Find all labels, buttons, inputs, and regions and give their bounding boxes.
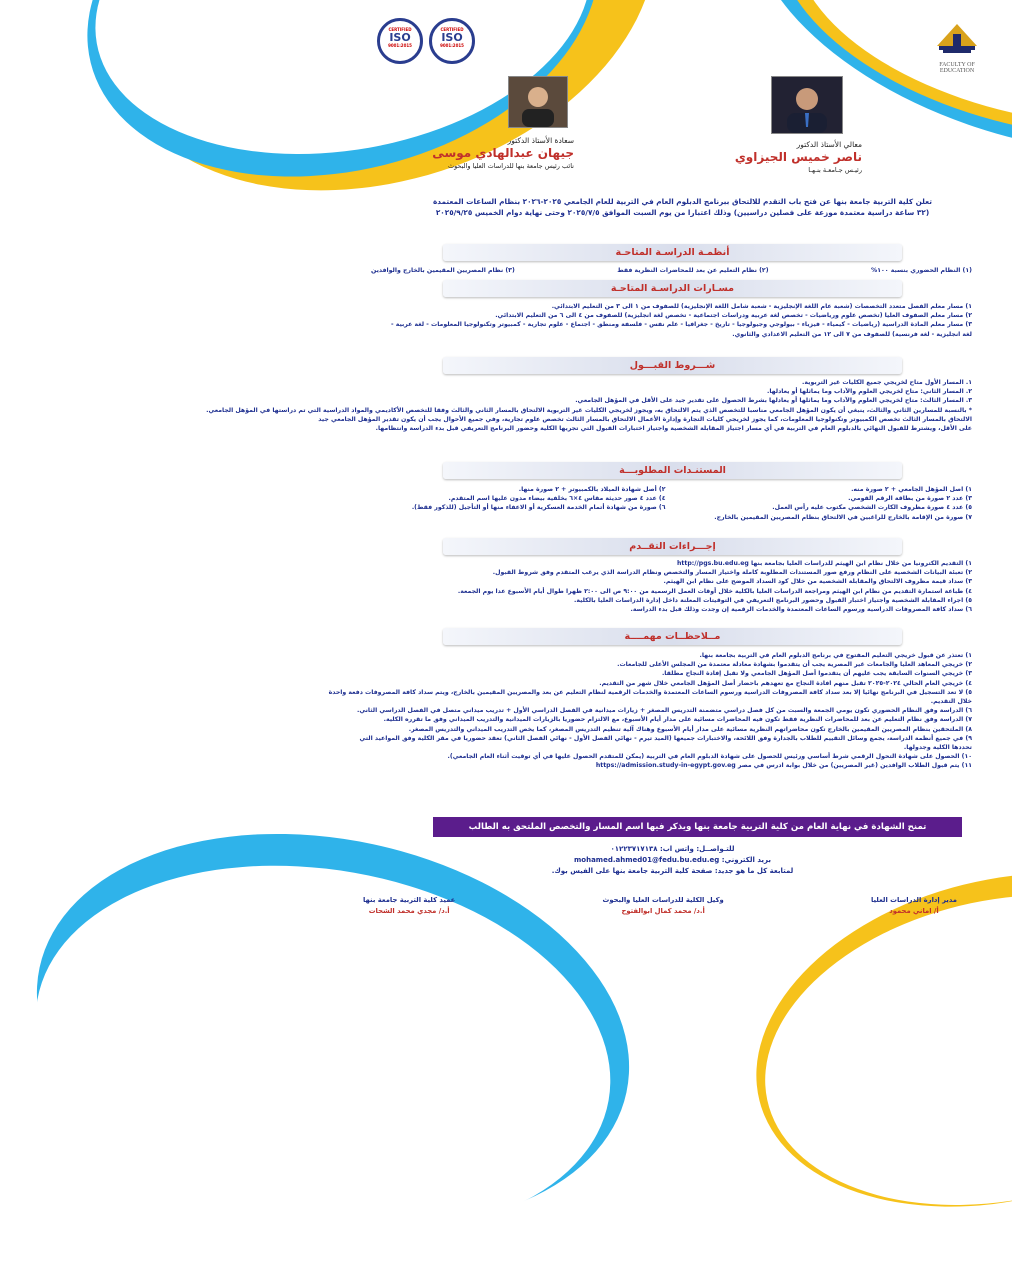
tracks-heading: مسـارات الدراسـة المتاحـة bbox=[443, 280, 902, 297]
signature-block bbox=[363, 895, 455, 917]
procedure-line: ١) التقديم الكترونيا من خلال نظام ابن الهيثم للدراسات العليا بجامعة بنها http://pgs.bu.edu.eg bbox=[677, 560, 972, 567]
iso-top-text: CERTIFIED bbox=[440, 27, 464, 32]
note-line: ٥) لا تعد التسجيل في البرنامج نهائيا إلا بعد سداد كافة المصروفات الدراسية ورسوم الساعات المعتمدة والخدمات الرقمية لنظام التعليم عن بعد والمصريين المقيمين بالخارج، ويتم سداد كافة المصروفات دفعة واحدة bbox=[328, 688, 972, 696]
dean-portrait-icon bbox=[772, 77, 842, 133]
note-line: خلال التقديم. bbox=[930, 698, 972, 706]
system-item: (٣) نظام المصريين المقيمين بالخارج والوافدين bbox=[371, 267, 515, 274]
note-line: ٩) في جميع أنظمة الدراسة، يجمع وسائل التقييم للطلاب بالجدارة وفق اللائحة، والاختبارات جميعها (الميد تيرم - نهائي الفصل الأول - نهائي الفصل الثاني) تعقد حضوريا في مقر الكلية وفق المواعيد التي bbox=[359, 734, 972, 742]
contact-email[interactable]: بريد الكتروني: mohamed.ahmed01@fedu.bu.edu.eg bbox=[574, 856, 771, 864]
faculty-emblem-icon bbox=[931, 22, 983, 58]
document-item: ٤) عدد ٤ صور حديثة مقاس ٤×٦ بخلفية بيضاء مدون عليها اسم المتقدم. bbox=[448, 495, 666, 503]
contact-block bbox=[453, 844, 892, 877]
procedure-line: ٤) طباعة استمارة التقديم من نظام ابن الهيثم ومراجعة الدراسات العليا بالكلية خلال أوقات العمل الرسمية من ٩:٠٠ ص الى ٢:٠٠ ظهرا طوال أيام الأسبوع عدا يوم الجمعة. bbox=[457, 587, 972, 595]
vice-block bbox=[432, 136, 574, 170]
document-item: ٦) صورة من شهادة أتمام الخدمة العسكرية أو الاعفاء منها أو التأجيل (للذكور فقط). bbox=[411, 504, 666, 512]
document-item: ٣) عدد ٢ صورة من بطاقة الرقم القومي. bbox=[848, 495, 972, 503]
note-line: ٧) الدراسة وفق نظام التعليم عن بعد للمحاضرات النظرية فقط تكون فيه المحاضرات مسائية على مدار أيام الأسبوع، مع الالتزام حضوريا بالزيارات الميدانية والتدريب الميداني وفق ما تقرره الكلية. bbox=[383, 716, 972, 724]
condition-line: على الأقل، ويشترط للقبول النهائي بالدبلوم العام في التربية في أي مسار اجتياز المقابلة الشخصية واجتياز اختبارات القبول التي تجريها الكلية وحضور البرنامج التعريفي قبل بدء الدراسة وانتظامها. bbox=[375, 425, 972, 433]
note-line: ٣) خريجي السنوات السابقة يجب عليهم أن يتقدموا أصل المؤهل الجامعي ولا تقبل إفادة النجاح مطلقا. bbox=[661, 670, 972, 678]
vice-role: نائب رئيس جامعة بنها للدراسات العليا والبحوث bbox=[447, 162, 574, 170]
note-line: ٢) خريجي المعاهد العليا والجامعات غير المصرية يجب أن يتقدموا بشهادة معادلة معتمدة من المجلس الأعلى للجامعات. bbox=[617, 661, 972, 669]
systems-list bbox=[371, 266, 972, 275]
procedure-line: ٢) تعبئة البيانات الشخصية على النظام ورفع صور المستندات المطلوبة كاملة واختيار المسار والتخصص ونظام الدراسة الذي يرغب المتقدم وفق شروط القبول. bbox=[492, 569, 972, 577]
vice-name: جيهان عبدالهادي موسى bbox=[432, 146, 574, 160]
note-line: ٨) الملتحقين بنظام المصريين المقيمين بالخارج تكون محاضراتهم النظرية مسائية على مدار أيام الأسبوع وهناك آلية تنظيم التدريس المصغر، كما يخص التدريب الميداني والتدريس المصغر. bbox=[408, 725, 972, 733]
document-item: ١) اصل المؤهل الجامعي + ٢ صورة منه. bbox=[851, 486, 972, 493]
announcement-line: (٣٢ ساعة دراسية معتمدة موزعة على فصلين دراسيين) وذلك اعتبارا من يوم السبت الموافق ٢٠٢٥/٧/٥ وحتى نهاية دوام الخميس ٢٠٢٥/٩/٢٥ bbox=[435, 208, 930, 217]
conditions-list bbox=[206, 378, 972, 433]
vice-title: سعادة الأستاذ الدكتور bbox=[507, 136, 574, 145]
systems-heading: أنظمـة الدراسـة المتاحـة bbox=[443, 244, 902, 261]
iso-bottom-text: 9001:2015 bbox=[440, 43, 464, 48]
vice-photo bbox=[508, 76, 568, 128]
signatures bbox=[363, 895, 957, 917]
iso-mark: ISO bbox=[441, 31, 463, 44]
faculty-logo-text: FACULTY OF EDUCATION bbox=[939, 62, 975, 74]
procedures-heading: إجـــراءات التقــدم bbox=[443, 538, 902, 555]
faculty-logo bbox=[922, 22, 992, 74]
note-line: ١٠) الحصول على شهادة التحول الرقمي شرط أساسي ورئيس للحصول على شهادة الدبلوم العام في التربية (يمكن للمتقدم الحصول عليها في أي توقيت أثناء العام الجامعي). bbox=[447, 753, 972, 761]
notes-heading: مــلاحظــات مهمــــة bbox=[443, 628, 902, 645]
vice-portrait-icon bbox=[509, 77, 567, 127]
dean-title: معالي الأستاذ الدكتور bbox=[796, 140, 862, 149]
signature-block bbox=[603, 895, 724, 917]
condition-line: الالتحاق بالمسار الثالث تخصص الكمبيوتر وتكنولوجيا المعلومات، كما يجوز لخريجي كليات التجارة وإدارة الأعمال الالتحاق بالمسار الثالث تخصص علوم تجارية، وفي جميع الأحوال يجب أن يكون تقدير المؤهل الجامعي جيد bbox=[318, 415, 972, 423]
certificate-banner: تمنح الشهادة في نهاية العام من كلية التربية جامعة بنها ويذكر فيها اسم المسار والتخصص الملتحق به الطالب bbox=[433, 817, 962, 837]
document-item: ٥) عدد ٤ صورة مظروف الكارت الشخصي مكتوب عليه رأس العمل. bbox=[772, 504, 972, 512]
note-line: ١) تعتذر عن قبول خريجي التعليم المفتوح في برنامج الدبلوم العام في التربية بجامعة بنها. bbox=[699, 652, 972, 659]
announcement-line: تعلن كلية التربية جامعة بنها عن فتح باب التقدم للالتحاق ببرنامج الدبلوم العام في التربية للعام الجامعي ٢٠٢٥-٢٠٢٦ بنظام الساعات المعتمدة bbox=[432, 197, 933, 206]
procedure-line: ٣) سداد قيمة مظروف الالتحاق والمقابلة الشخصية من خلال كود السداد الموضح على نظام ابن الهيثم. bbox=[663, 578, 972, 586]
iso-badge bbox=[429, 18, 475, 64]
signature-title: مدير إدارة الدراسات العليا bbox=[870, 896, 957, 904]
track-line: ١) مسار معلم الفصل متعدد التخصصات (شعبة عام اللغة الإنجليزية - شعبة شامل اللغة الإنجليزية) للصفوف من ١ الى ٣ من التعليم الابتدائي. bbox=[551, 303, 972, 310]
dean-photo bbox=[771, 76, 843, 134]
procedure-line: ٥) اجراء المقابلة الشخصية واجتياز اختبار القبول وحضور البرنامج التعريفي في التوقيتات المعلنة داخل إدارة الدراسات العليا بالكلية. bbox=[574, 596, 972, 604]
condition-line: * بالنسبة للمسارين الثاني والثالث، ينبغي أن يكون المؤهل الجامعي مناسبا للتخصص الذي يتم الالتحاق به، ويجوز لخريجي الكليات غير التربوية الالتحاق بالمسار الثاني والثالث وفقا للتخصص الأكاديمي والمواد الدراسية التي تم دراستها في المؤهل الجامعي. bbox=[206, 406, 972, 414]
iso-mark: ISO bbox=[389, 31, 411, 44]
note-line: ٦) الدراسة وفق النظام الحضوري تكون يومي الجمعة والسبت من كل فصل دراسي متضمنة التدريس المصغر + زيارات ميدانية في الفصل الدراسي الأول + تدريب ميداني متصل في الفصل الدراسي الثاني. bbox=[356, 707, 972, 715]
iso-badge bbox=[377, 18, 423, 64]
note-line: تحددها الكلية وجدولها. bbox=[903, 744, 972, 752]
condition-line: ٣. المسار الثالث: متاح لخريجي العلوم والآداب وما يماثلها أو يعادلها بشرط الحصول على تقدير جيد على الأقل في المؤهل الجامعي. bbox=[575, 397, 972, 405]
contact-facebook: لمتابعة كل ما هو جديد: صفحة كلية التربية جامعة بنها على الفيس بوك. bbox=[551, 867, 794, 875]
note-line: ٤) خريجي العام الحالي ٢٠٢٤-٢٠٢٥ تقبل منهم افادة النجاح مع تعهدهم باحضار أصل المؤهل الجامعي خلال شهر من التقديم. bbox=[599, 679, 972, 687]
procedures-list bbox=[371, 559, 972, 614]
iso-bottom-text: 9001:2015 bbox=[388, 43, 412, 48]
iso-top-text: CERTIFIED bbox=[388, 27, 412, 32]
notes-list bbox=[328, 651, 972, 771]
signature-block bbox=[871, 895, 957, 917]
document-item: ٢) أصل شهادة الميلاد بالكمبيوتر + ٢ صورة منها. bbox=[518, 486, 666, 493]
system-item: (١) النظام الحضوري بنسبة ١٠٠% bbox=[871, 267, 972, 274]
tracks-list bbox=[371, 302, 972, 339]
note-line: ١١) يتم قبول الطلاب الوافدين (غير المصريين) من خلال بوابة ادرس في مصر https://admission.study-in-egypt.gov.eg bbox=[595, 762, 972, 770]
documents-list bbox=[371, 485, 972, 522]
signature-title: وكيل الكلية للدراسات العليا والبحوث bbox=[602, 896, 724, 904]
documents-heading: المستنـدات المطلوبـــة bbox=[443, 462, 902, 479]
document-item: ٧) صورة من الإقامة بالخارج للراغبين في الالتحاق بنظام المصريين المقيمين بالخارج. bbox=[714, 513, 972, 521]
condition-line: ١. المسار الأول متاح لخريجي جميع الكليات غير التربوية. bbox=[802, 379, 972, 386]
signature-name: أ.د/ مجدي محمد الشحات bbox=[368, 907, 450, 915]
procedure-line: ٦) سداد كافة المصروفات الدراسية ورسوم الساعات المعتمدة والخدمات الرقمية إن وجدت وذلك قبل بدء الدراسة. bbox=[630, 606, 972, 614]
conditions-heading: شـــروط القبـــول bbox=[443, 357, 902, 374]
signature-name: أ.د/ محمد كمال ابوالفتوح bbox=[621, 907, 705, 915]
signature-title: عميد كلية التربية جامعة بنها bbox=[363, 896, 456, 904]
track-line: لغة انجليزية - لغة فرنسية) للصفوف من ٧ الى ١٢ من التعليم الاعدادي والثانوي. bbox=[732, 330, 972, 338]
signature-name: أ/ اماني محمود bbox=[889, 907, 939, 915]
announcement bbox=[393, 196, 972, 218]
dean-block bbox=[735, 140, 862, 174]
condition-line: ٢. المسار الثاني: متاح لخريجي العلوم والآداب وما يماثلها أو يعادلها. bbox=[767, 388, 972, 396]
dean-role: رئيـس جـامعـة بنـهـا bbox=[808, 166, 862, 174]
track-line: ٣) مسار معلم المادة الدراسية (رياضيات - كيمياء - فيزياء - بيولوجي وجيولوجيا - تاريخ - جغرافيا - علم نفس - فلسفة ومنطق - اجتماع - علوم تجارية - كمبيوتر وتكنولوجيا المعلومات - لغة عربية - bbox=[390, 321, 972, 329]
contact-whatsapp: للتـواصــل: واتس اب: ٠١٢٢٣٧١٧١٣٨ bbox=[610, 845, 735, 853]
system-item: (٢) نظام التعليم عن بعد للمحاضرات النظرية فقط bbox=[617, 267, 769, 274]
track-line: ٢) مسار معلم الصفوف العليا (تخصص علوم ورياضيات - تخصص لغة عربية ودراسات اجتماعية - تخصص لغة انجليزية) للصفوف من ٤ الى ٦ من التعليم الابتدائي. bbox=[495, 312, 972, 320]
dean-name: ناصر خميس الجيزاوي bbox=[734, 150, 862, 164]
